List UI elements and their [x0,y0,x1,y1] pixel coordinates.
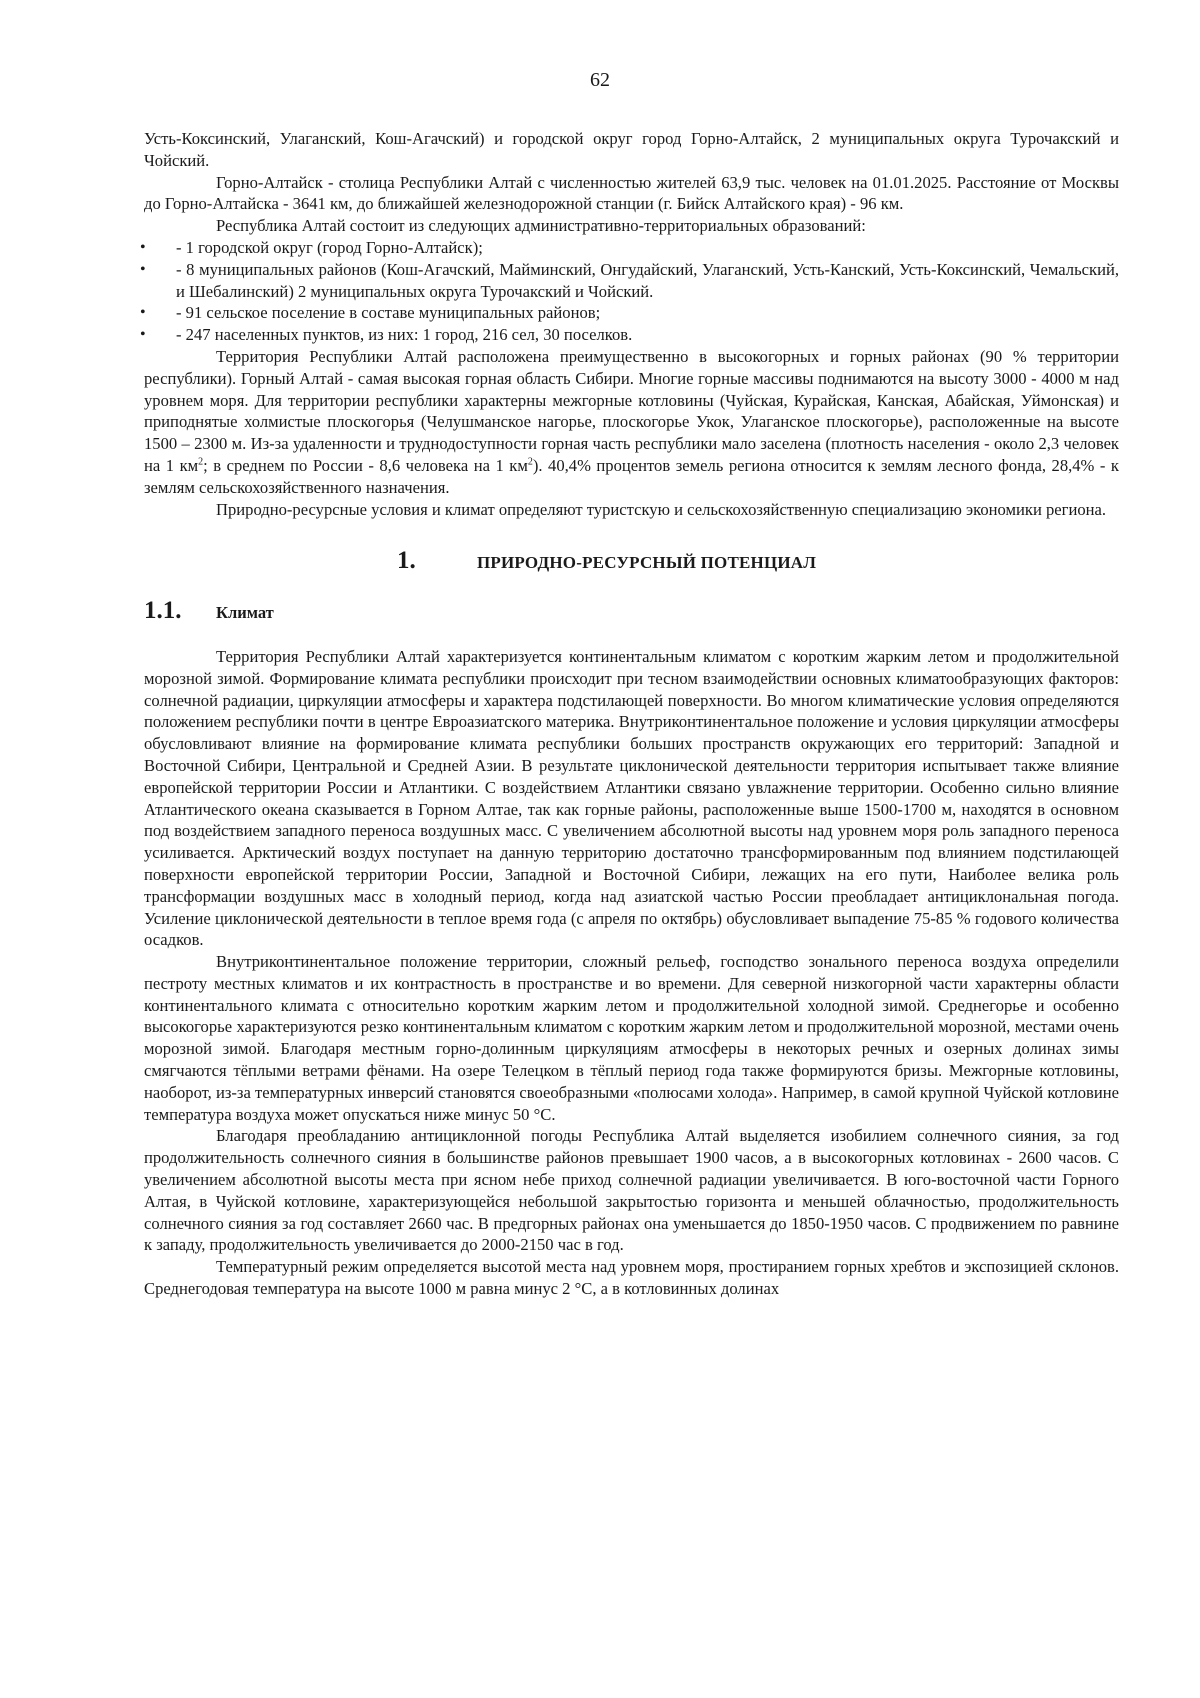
page-number: 62 [590,69,610,91]
section-heading [144,547,1119,575]
paragraph-climate-2: Внутриконтинентальное положение территории, сложный рельеф, господство зонального переноса воздуха определили пестроту местных климатов и их контрастность в пространстве и во времени. Для северной низкогорной части характерны области континентального климата с относительно коротким жарким летом и продолжительной холодной зимой. Среднегорье и особенно высокогорье характеризуются резко континентальным климатом с коротким жарким летом и продолжительной морозной, местами очень морозной зимой. Благодаря местным горно-долинным циркуляциям атмосферы в некоторых речных и озерных долинах зимы смягчаются тёплыми ветрами фёнами. На озере Телецком в тёплый период года также формируются бризы. Межгорные котловины, наоборот, из-за температурных инверсий становятся своеобразными «полюсами холода». Например, в самой крупной Чуйской котловине температура воздуха может опускаться ниже минус 50 °С. [144,952,1119,1124]
superscript: 2 [527,456,533,468]
territory-text-part2: ; в среднем по России - 8,6 человека на 1 км [203,455,528,475]
superscript: 2 [198,456,204,468]
territory-text-part3: ). 40,4% процентов земель региона относится к землям лесного фонда, 28,4% - к землям сельскохозяйственного назначения. [144,455,1119,497]
subsection-title: Климат [216,603,274,623]
paragraph-climate-1: Территория Республики Алтай характеризуется континентальным климатом с коротким жарким летом и продолжительной морозной зимой. Формирование климата республики происходит при тесном взаимодействии основных климатообразующих факторов: солнечной радиации, циркуляции атмосферы и характера подстилающей поверхности. Во многом климатические условия определяются положением республики почти в центре Евроазиатского материка. Внутриконтинентальное положение и условия циркуляции атмосферы обусловливают влияние на формирование климата республики больших пространств окружающих его территорий: Западной и Восточной Сибири, Центральной и Средней Азии. В результате циклонической деятельности территория испытывает также влияние европейской территории России и Атлантики. С воздействием Атлантики связано увлажнение территории. Особенно сильно влияние Атлантического океана сказывается в Горном Алтае, так как горные районы, расположенные выше 1500-1700 м, находятся в основном под воздействием западного переноса воздушных масс. С увеличением абсолютной высоты над уровнем моря роль западного переноса усиливается. Арктический воздух поступает на данную территорию достаточно трансформированным под влиянием подстилающей поверхности европейской территории России, Западной и Восточной Сибири, лежащих на его пути, Наиболее велика роль трансформации воздушных масс в холодный период, когда над азиатской частью России преобладает антициклональная погода. Усиление циклонической деятельности в теплое время года (с апреля по октябрь) обусловливает выпадение 75-85 % годового количества осадков. [144,646,1119,950]
subsection-heading [144,597,1119,625]
page-content [144,128,1119,1300]
paragraph-climate-4: Температурный режим определяется высотой места над уровнем моря, простиранием горных хребтов и экспозицией склонов. Среднегодовая температура на высоте 1000 м равна минус 2 °С, а в котловинных долинах [144,1257,1119,1299]
section-title: ПРИРОДНО-РЕСУРСНЫЙ ПОТЕНЦИАЛ [477,553,817,573]
paragraph-specialization: Природно-ресурсные условия и климат определяют туристскую и сельскохозяйственную специализацию экономики региона. [216,499,1107,519]
list-item: • - 1 городской округ (город Горно-Алтайск); [144,237,1119,259]
list-item: • - 247 населенных пунктов, из них: 1 город, 216 сел, 30 поселков. [144,324,1119,346]
list-item: • - 91 сельское поселение в составе муниципальных районов; [144,302,1119,324]
section-number: 1. [397,547,416,575]
list-item: • - 8 муниципальных районов (Кош-Агачский, Майминский, Онгудайский, Улаганский, Усть-Канский, Усть-Коксинский, Чемальский, и Шебалинский) 2 муниципальных округа Турочакский и Чойский. [144,259,1119,303]
paragraph-territory [144,346,1119,499]
paragraph-admin-intro: Республика Алтай состоит из следующих административно-территориальных образований: [216,216,866,236]
paragraph-capital: Горно-Алтайск - столица Республики Алтай с численностью жителей 63,9 тыс. человек на 01.01.2025. Расстояние от Москвы до Горно-Алтайска - 3641 км, до ближайшей железнодорожной станции (г. Бийск Алтайского края) - 96 км. [144,172,1119,214]
territory-text-part1: Территория Республики Алтай расположена преимущественно в высокогорных и горных районах (90 % территории республики). Горный Алтай - самая высокая горная область Сибири. Многие горные массивы поднимаются на высоту 3000 - 4000 м над уровнем моря. Для территории республики характерны межгорные котловины (Чуйская, Курайская, Канская, Абайская, Уймонская) и приподнятые холмистые плоскогорья (Челушманское нагорье, плоскогорье Укок, Улаганское плоскогорье), расположенные на высоте 1500 – 2300 м. Из-за удаленности и труднодоступности горная часть республики мало заселена (плотность населения - около 2,3 человек на 1 км [144,346,1119,475]
admin-units-list [144,237,1119,346]
paragraph-climate-3: Благодаря преобладанию антициклонной погоды Республика Алтай выделяется изобилием солнечного сияния, за год продолжительность солнечного сияния в большинстве районов превышает 1900 часов, а в высокогорных котловинах - 2600 часов. С увеличением абсолютной высоты места при ясном небе приход солнечной радиации увеличивается. В юго-восточной части Горного Алтая, в Чуйской котловине, характеризующейся небольшой закрытостью горизонта и меньшей облачностью, продолжительность солнечного сияния за год составляет 2660 час. В предгорных районах она уменьшается до 1850-1950 часов. С продвижением по равнине к западу, продолжительность увеличивается до 2000-2150 час в год. [144,1126,1119,1255]
paragraph-districts-continued: Усть-Коксинский, Улаганский, Кош-Агачский) и городской округ город Горно-Алтайск, 2 муниципальных округа Турочакский и Чойский. [144,129,1119,170]
subsection-number: 1.1. [144,597,182,625]
